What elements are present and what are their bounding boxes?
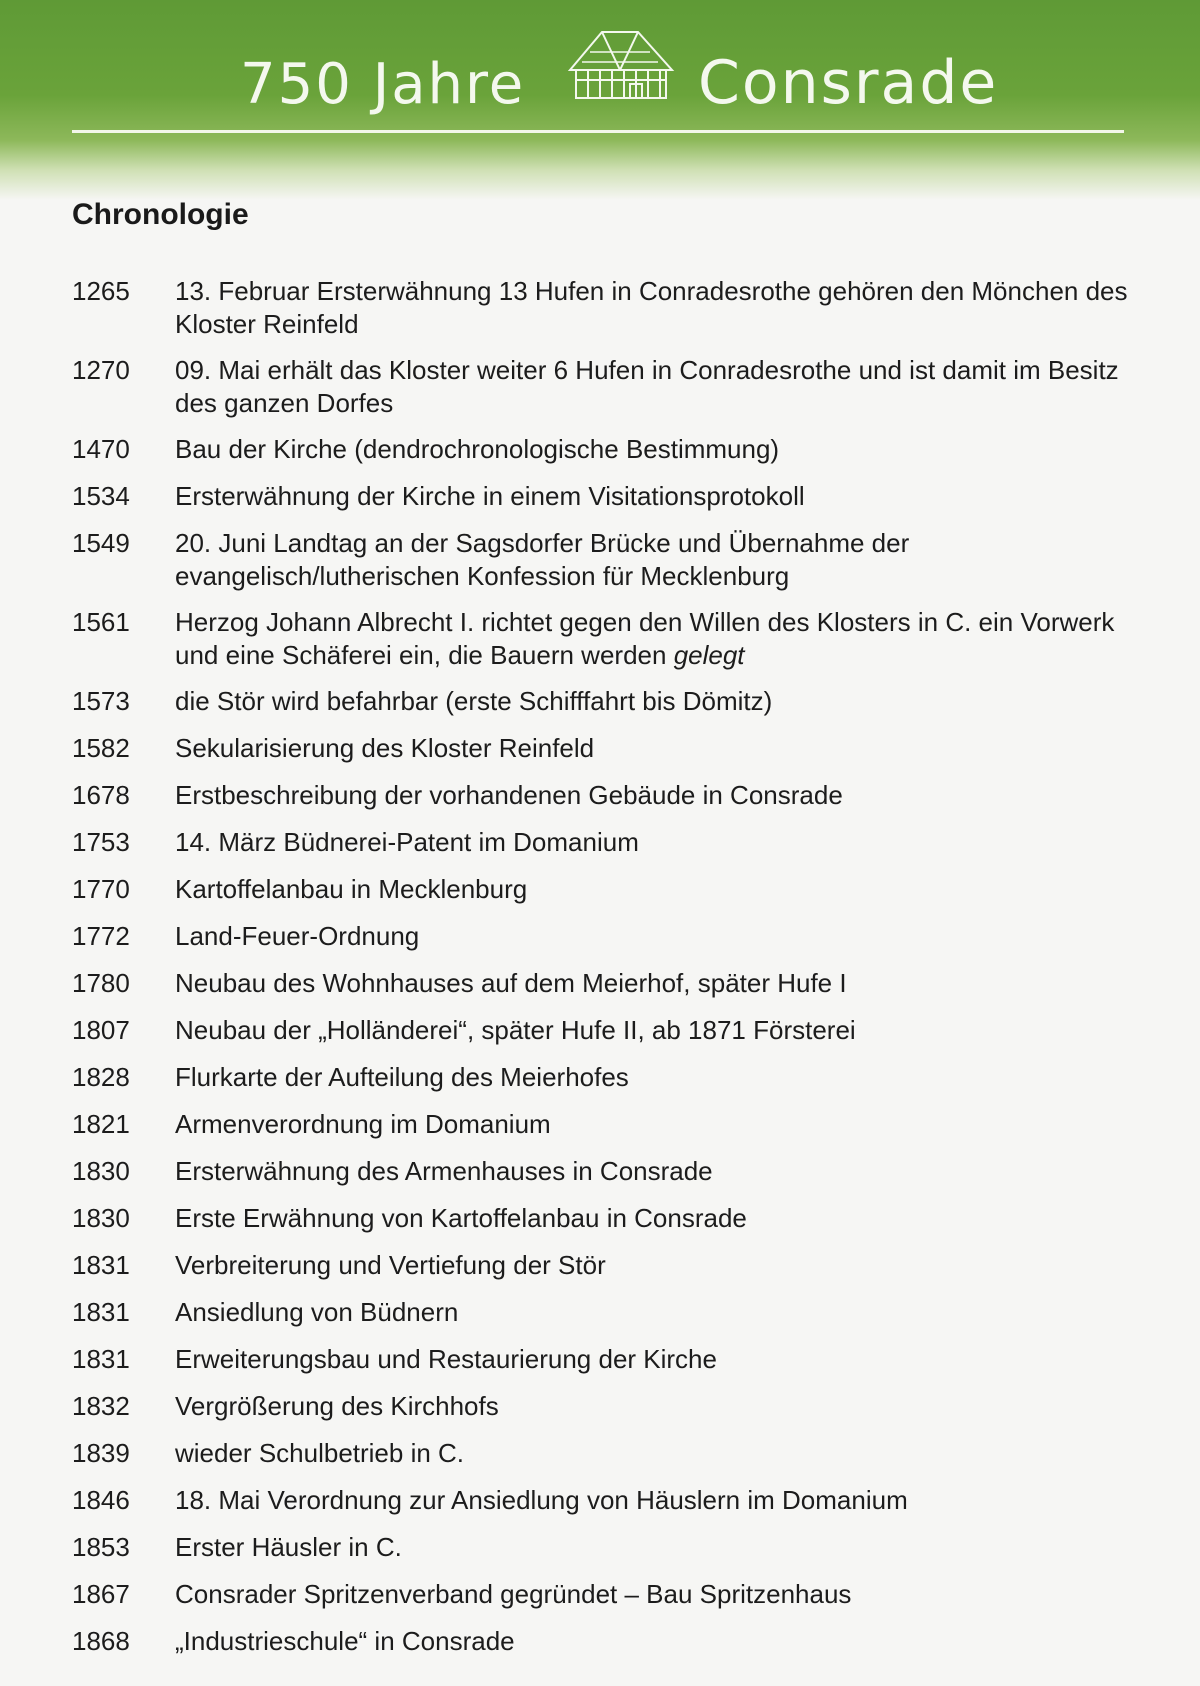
entry-text <box>175 606 1135 672</box>
entry-year: 1770 <box>72 874 130 904</box>
entry-text <box>175 1531 1135 1564</box>
entry-year: 1821 <box>72 1109 130 1139</box>
entry-year: 1534 <box>72 481 130 511</box>
entry-text-body: Ersterwähnung des Armenhauses in Consrade <box>175 1156 713 1186</box>
entry-text <box>175 1484 1135 1517</box>
entry-text-body: Herzog Johann Albrecht I. richtet gegen den Willen des Klosters in C. ein Vorwerk und eine Schäferei ein, die Bauern werden <box>175 607 1115 670</box>
entry-text-body: die Stör wird befahrbar (erste Schifffahrt bis Dömitz) <box>175 686 773 716</box>
entry-text-body: Flurkarte der Aufteilung des Meierhofes <box>175 1062 629 1092</box>
entry-text-body: Erweiterungsbau und Restaurierung der Kirche <box>175 1344 717 1374</box>
entry-text-body: Land-Feuer-Ordnung <box>175 921 420 951</box>
farmhouse-icon <box>560 22 680 112</box>
entry-text-body: 14. März Büdnerei-Patent im Domanium <box>175 827 639 857</box>
entry-text-body: 13. Februar Ersterwähnung 13 Hufen in Conradesrothe gehören den Mönchen des Kloster Reinfeld <box>175 276 1128 339</box>
entry-text-body: Neubau des Wohnhauses auf dem Meierhof, später Hufe I <box>175 968 847 998</box>
brand-text-left: 750 Jahre <box>240 52 526 117</box>
entry-text <box>175 873 1135 906</box>
entry-year: 1582 <box>72 733 130 763</box>
entry-text <box>175 527 1135 593</box>
header-banner <box>0 0 1200 200</box>
entry-year: 1839 <box>72 1438 130 1468</box>
entry-text-body: Erstbeschreibung der vorhandenen Gebäude in Consrade <box>175 780 843 810</box>
entry-year: 1832 <box>72 1391 130 1421</box>
entry-text-body: Bau der Kirche (dendrochronologische Bestimmung) <box>175 434 780 464</box>
entry-year: 1265 <box>72 276 130 306</box>
entry-year: 1831 <box>72 1250 130 1280</box>
entry-year: 1678 <box>72 780 130 810</box>
entry-year: 1470 <box>72 434 130 464</box>
entry-text <box>175 1296 1135 1329</box>
entry-text <box>175 1014 1135 1047</box>
entry-text <box>175 480 1135 513</box>
entry-text <box>175 826 1135 859</box>
entry-year: 1807 <box>72 1015 130 1045</box>
entry-year: 1828 <box>72 1062 130 1092</box>
entry-text <box>175 967 1135 1000</box>
entry-text-body: Vergrößerung des Kirchhofs <box>175 1391 499 1421</box>
entry-text-body: Sekularisierung des Kloster Reinfeld <box>175 733 595 763</box>
entry-year: 1772 <box>72 921 130 951</box>
entry-text-body: Kartoffelanbau in Mecklenburg <box>175 874 528 904</box>
entry-text-body: 20. Juni Landtag an der Sagsdorfer Brücke und Übernahme der evangelisch/lutherischen Konfession für Mecklenburg <box>175 528 910 591</box>
entry-text <box>175 1437 1135 1470</box>
header-divider <box>72 130 1124 133</box>
entry-year: 1867 <box>72 1579 130 1609</box>
entry-text-body: Ansiedlung von Büdnern <box>175 1297 459 1327</box>
entry-text <box>175 1625 1135 1658</box>
entry-text <box>175 1578 1135 1611</box>
entry-year: 1830 <box>72 1156 130 1186</box>
entry-text <box>175 920 1135 953</box>
entry-text <box>175 354 1135 420</box>
entry-text-body: Armenverordnung im Domanium <box>175 1109 551 1139</box>
entry-text <box>175 732 1135 765</box>
entry-year: 1549 <box>72 528 130 558</box>
entry-year: 1270 <box>72 355 130 385</box>
entry-text <box>175 275 1135 341</box>
entry-year: 1846 <box>72 1485 130 1515</box>
entry-year: 1853 <box>72 1532 130 1562</box>
entry-text-body: 18. Mai Verordnung zur Ansiedlung von Häuslern im Domanium <box>175 1485 908 1515</box>
entry-text-body: Consrader Spritzenverband gegründet – Bau Spritzenhaus <box>175 1579 852 1609</box>
section-title: Chronologie <box>72 198 249 231</box>
entry-text-body: wieder Schulbetrieb in C. <box>175 1438 465 1468</box>
entry-year: 1561 <box>72 607 130 637</box>
entry-year: 1830 <box>72 1203 130 1233</box>
entry-text <box>175 1202 1135 1235</box>
entry-text <box>175 433 1135 466</box>
entry-year: 1573 <box>72 686 130 716</box>
entry-text-body: Erster Häusler in C. <box>175 1532 402 1562</box>
entry-text-body: „Industrieschule“ in Consrade <box>175 1626 515 1656</box>
entry-text-body: Neubau der „Holländerei“, später Hufe II, ab 1871 Försterei <box>175 1015 856 1045</box>
entry-text <box>175 1155 1135 1188</box>
entry-year: 1831 <box>72 1344 130 1374</box>
entry-year: 1831 <box>72 1297 130 1327</box>
entry-text <box>175 1108 1135 1141</box>
entry-text-body: Erste Erwähnung von Kartoffelanbau in Consrade <box>175 1203 747 1233</box>
entry-text <box>175 1249 1135 1282</box>
entry-text <box>175 1061 1135 1094</box>
brand-text-right: Consrade <box>698 48 999 118</box>
entry-text <box>175 779 1135 812</box>
entry-text-body: 09. Mai erhält das Kloster weiter 6 Hufen in Conradesrothe und ist damit im Besitz des ganzen Dorfes <box>175 355 1119 418</box>
entry-year: 1868 <box>72 1626 130 1656</box>
entry-text <box>175 1343 1135 1376</box>
entry-text-body: Verbreiterung und Vertiefung der Stör <box>175 1250 606 1280</box>
entry-text <box>175 685 1135 718</box>
entry-text-emphasis: gelegt <box>673 640 745 670</box>
entry-year: 1780 <box>72 968 130 998</box>
brand-logo <box>0 22 1200 142</box>
entry-text-body: Ersterwähnung der Kirche in einem Visitationsprotokoll <box>175 481 805 511</box>
entry-text <box>175 1390 1135 1423</box>
entry-year: 1753 <box>72 827 130 857</box>
